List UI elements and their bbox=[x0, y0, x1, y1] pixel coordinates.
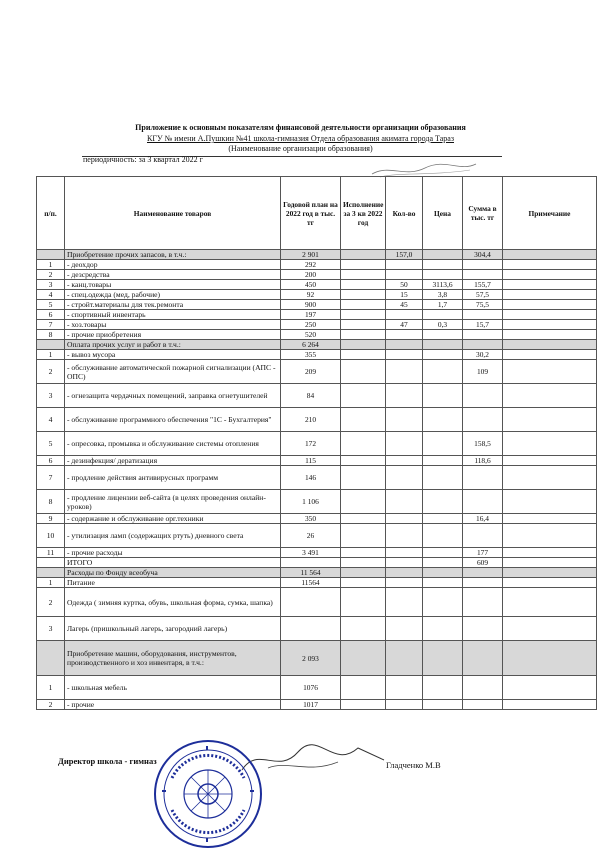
cell-no: 5 bbox=[37, 432, 65, 456]
cell-qty bbox=[386, 524, 423, 548]
cell-no bbox=[37, 641, 65, 676]
table-row bbox=[37, 568, 597, 578]
cell-note bbox=[503, 270, 597, 280]
cell-no: 8 bbox=[37, 330, 65, 340]
cell-qty: 15 bbox=[386, 290, 423, 300]
cell-no: 5 bbox=[37, 300, 65, 310]
cell-name: - спец.одежда (мед, рабочие) bbox=[65, 290, 281, 300]
cell-name: - прочие приобретения bbox=[65, 330, 281, 340]
cell-sum: 57,5 bbox=[463, 290, 503, 300]
table-row bbox=[37, 340, 597, 350]
table-row bbox=[37, 490, 597, 514]
table-row bbox=[37, 280, 597, 290]
cell-plan: 3 491 bbox=[281, 548, 341, 558]
cell-no: 1 bbox=[37, 578, 65, 588]
cell-note bbox=[503, 617, 597, 641]
cell-name: Питание bbox=[65, 578, 281, 588]
cell-price bbox=[423, 568, 463, 578]
cell-note bbox=[503, 558, 597, 568]
cell-exec bbox=[341, 290, 386, 300]
cell-name: - спортивный инвентарь bbox=[65, 310, 281, 320]
cell-name: - огнезащита чердачных помещений, заправка огнетушителей bbox=[65, 384, 281, 408]
col-header: Цена bbox=[423, 177, 463, 250]
cell-name: - обслуживание программного обеспечения "1С - Бухгалтерия" bbox=[65, 408, 281, 432]
cell-name: - школьная мебель bbox=[65, 676, 281, 700]
cell-note bbox=[503, 490, 597, 514]
table-row bbox=[37, 514, 597, 524]
cell-plan: 146 bbox=[281, 466, 341, 490]
cell-plan: 450 bbox=[281, 280, 341, 290]
cell-price bbox=[423, 524, 463, 548]
cell-plan: 2 901 bbox=[281, 250, 341, 260]
cell-plan bbox=[281, 588, 341, 617]
cell-sum: 155,7 bbox=[463, 280, 503, 290]
cell-plan: 1 106 bbox=[281, 490, 341, 514]
cell-plan: 11 564 bbox=[281, 568, 341, 578]
cell-plan: 1017 bbox=[281, 700, 341, 710]
cell-sum bbox=[463, 524, 503, 548]
cell-price bbox=[423, 700, 463, 710]
cell-exec bbox=[341, 466, 386, 490]
cell-exec bbox=[341, 260, 386, 270]
cell-note bbox=[503, 384, 597, 408]
signer-name: Гладченко М.В bbox=[386, 760, 441, 770]
table-row bbox=[37, 310, 597, 320]
table-row bbox=[37, 320, 597, 330]
cell-note bbox=[503, 641, 597, 676]
cell-no: 2 bbox=[37, 270, 65, 280]
table-row bbox=[37, 250, 597, 260]
cell-no: 1 bbox=[37, 350, 65, 360]
cell-no: 3 bbox=[37, 280, 65, 290]
cell-price bbox=[423, 432, 463, 456]
cell-qty bbox=[386, 270, 423, 280]
cell-exec bbox=[341, 558, 386, 568]
cell-name: Приобретение машин, оборудования, инструментов, производственного и хоз инвентаря, в т.ч.: bbox=[65, 641, 281, 676]
cell-note bbox=[503, 350, 597, 360]
cell-name: - стройт.материалы для тек.ремонта bbox=[65, 300, 281, 310]
cell-no: 1 bbox=[37, 260, 65, 270]
cell-note bbox=[503, 290, 597, 300]
cell-qty bbox=[386, 260, 423, 270]
cell-name: - дезинфекция/ дератизация bbox=[65, 456, 281, 466]
cell-plan: 209 bbox=[281, 360, 341, 384]
col-header: Исполнение за 3 кв 2022 год bbox=[341, 177, 386, 250]
cell-exec bbox=[341, 350, 386, 360]
cell-qty bbox=[386, 558, 423, 568]
cell-price bbox=[423, 270, 463, 280]
cell-price bbox=[423, 384, 463, 408]
cell-exec bbox=[341, 270, 386, 280]
cell-price bbox=[423, 330, 463, 340]
cell-sum bbox=[463, 617, 503, 641]
table-row bbox=[37, 466, 597, 490]
cell-note bbox=[503, 260, 597, 270]
cell-qty bbox=[386, 456, 423, 466]
cell-plan bbox=[281, 558, 341, 568]
table-row bbox=[37, 432, 597, 456]
cell-exec bbox=[341, 280, 386, 290]
table-row bbox=[37, 558, 597, 568]
cell-no bbox=[37, 250, 65, 260]
cell-price bbox=[423, 340, 463, 350]
cell-qty bbox=[386, 408, 423, 432]
cell-sum bbox=[463, 260, 503, 270]
cell-no bbox=[37, 340, 65, 350]
cell-qty: 47 bbox=[386, 320, 423, 330]
cell-plan: 520 bbox=[281, 330, 341, 340]
cell-qty bbox=[386, 588, 423, 617]
cell-plan: 210 bbox=[281, 408, 341, 432]
document-title: Приложение к основным показателям финансовой деятельности организации образования bbox=[135, 123, 466, 132]
cell-price bbox=[423, 676, 463, 700]
cell-qty bbox=[386, 310, 423, 320]
cell-no: 2 bbox=[37, 360, 65, 384]
cell-no bbox=[37, 568, 65, 578]
cell-name: - хоз.товары bbox=[65, 320, 281, 330]
cell-plan: 1076 bbox=[281, 676, 341, 700]
official-stamp-icon bbox=[152, 738, 264, 850]
cell-qty bbox=[386, 384, 423, 408]
cell-name: ИТОГО bbox=[65, 558, 281, 568]
cell-name: Одежда ( зимняя куртка, обувь, школьная форма, сумка, шапка) bbox=[65, 588, 281, 617]
cell-note bbox=[503, 568, 597, 578]
cell-no: 4 bbox=[37, 408, 65, 432]
cell-note bbox=[503, 456, 597, 466]
cell-note bbox=[503, 578, 597, 588]
cell-name: - канц.товары bbox=[65, 280, 281, 290]
cell-exec bbox=[341, 432, 386, 456]
director-label: Директор школа - гимназ bbox=[58, 756, 157, 766]
cell-note bbox=[503, 280, 597, 290]
col-header: Наименование товаров bbox=[65, 177, 281, 250]
cell-exec bbox=[341, 384, 386, 408]
cell-name: - прочие bbox=[65, 700, 281, 710]
cell-plan: 900 bbox=[281, 300, 341, 310]
cell-name: - продление лицензии веб-сайта (в целях проведения онлайн-уроков) bbox=[65, 490, 281, 514]
table-row bbox=[37, 524, 597, 548]
cell-price bbox=[423, 250, 463, 260]
cell-note bbox=[503, 548, 597, 558]
cell-exec bbox=[341, 676, 386, 700]
cell-name: - прочие расходы bbox=[65, 548, 281, 558]
cell-exec bbox=[341, 250, 386, 260]
cell-exec bbox=[341, 588, 386, 617]
cell-qty bbox=[386, 548, 423, 558]
cell-note bbox=[503, 408, 597, 432]
cell-exec bbox=[341, 310, 386, 320]
cell-name: Оплата прочих услуг и работ в т.ч.: bbox=[65, 340, 281, 350]
cell-no: 7 bbox=[37, 320, 65, 330]
cell-name: - продление действия антивирусных программ bbox=[65, 466, 281, 490]
col-header: п/п. bbox=[37, 177, 65, 250]
table-row bbox=[37, 578, 597, 588]
cell-sum bbox=[463, 310, 503, 320]
cell-name: - опресовка, промывка и обслуживание системы отопления bbox=[65, 432, 281, 456]
cell-price bbox=[423, 548, 463, 558]
cell-name: - содержание и обслуживание орг.техники bbox=[65, 514, 281, 524]
cell-exec bbox=[341, 330, 386, 340]
table-row bbox=[37, 290, 597, 300]
cell-qty: 45 bbox=[386, 300, 423, 310]
cell-sum bbox=[463, 588, 503, 617]
cell-price bbox=[423, 617, 463, 641]
cell-sum: 609 bbox=[463, 558, 503, 568]
cell-exec bbox=[341, 300, 386, 310]
cell-price: 3113,6 bbox=[423, 280, 463, 290]
cell-sum: 15,7 bbox=[463, 320, 503, 330]
cell-sum: 75,5 bbox=[463, 300, 503, 310]
cell-sum: 109 bbox=[463, 360, 503, 384]
cell-sum: 30,2 bbox=[463, 350, 503, 360]
cell-exec bbox=[341, 320, 386, 330]
cell-no: 4 bbox=[37, 290, 65, 300]
cell-price bbox=[423, 310, 463, 320]
cell-qty bbox=[386, 568, 423, 578]
col-header: Годовой план на 2022 год в тыс. тг bbox=[281, 177, 341, 250]
cell-no: 3 bbox=[37, 617, 65, 641]
cell-note bbox=[503, 250, 597, 260]
cell-sum bbox=[463, 466, 503, 490]
cell-qty bbox=[386, 350, 423, 360]
cell-name: - деохдор bbox=[65, 260, 281, 270]
cell-no: 9 bbox=[37, 514, 65, 524]
cell-qty bbox=[386, 490, 423, 514]
cell-sum bbox=[463, 568, 503, 578]
table-row bbox=[37, 588, 597, 617]
cell-price bbox=[423, 466, 463, 490]
table-row bbox=[37, 384, 597, 408]
cell-plan: 172 bbox=[281, 432, 341, 456]
table-row bbox=[37, 548, 597, 558]
cell-sum bbox=[463, 330, 503, 340]
cell-name: Лагерь (пришкольный лагерь, загородний лагерь) bbox=[65, 617, 281, 641]
period-label: периодичность: за 3 квартал 2022 г bbox=[83, 155, 203, 164]
cell-price bbox=[423, 260, 463, 270]
cell-exec bbox=[341, 456, 386, 466]
cell-qty bbox=[386, 578, 423, 588]
organization-caption: (Наименование организации образования) bbox=[228, 144, 373, 153]
cell-exec bbox=[341, 578, 386, 588]
cell-name: Расходы по Фонду всеобуча bbox=[65, 568, 281, 578]
cell-sum: 158,5 bbox=[463, 432, 503, 456]
cell-price: 3,8 bbox=[423, 290, 463, 300]
cell-plan: 11564 bbox=[281, 578, 341, 588]
cell-sum bbox=[463, 641, 503, 676]
cell-note bbox=[503, 310, 597, 320]
cell-no: 8 bbox=[37, 490, 65, 514]
cell-note bbox=[503, 588, 597, 617]
table-row bbox=[37, 617, 597, 641]
cell-qty: 50 bbox=[386, 280, 423, 290]
cell-sum: 16,4 bbox=[463, 514, 503, 524]
cell-price bbox=[423, 578, 463, 588]
cell-exec bbox=[341, 514, 386, 524]
cell-price bbox=[423, 641, 463, 676]
cell-plan: 2 093 bbox=[281, 641, 341, 676]
cell-plan: 84 bbox=[281, 384, 341, 408]
cell-plan: 350 bbox=[281, 514, 341, 524]
cell-price: 1,7 bbox=[423, 300, 463, 310]
cell-price bbox=[423, 350, 463, 360]
cell-name: - утилизация ламп (содержащих ртуть) дневного света bbox=[65, 524, 281, 548]
cell-qty bbox=[386, 700, 423, 710]
cell-qty: 157,0 bbox=[386, 250, 423, 260]
cell-qty bbox=[386, 641, 423, 676]
cell-qty bbox=[386, 340, 423, 350]
cell-price bbox=[423, 588, 463, 617]
cell-sum bbox=[463, 384, 503, 408]
cell-price bbox=[423, 360, 463, 384]
cell-exec bbox=[341, 700, 386, 710]
cell-plan: 26 bbox=[281, 524, 341, 548]
cell-name: - вывоз мусора bbox=[65, 350, 281, 360]
table-row bbox=[37, 350, 597, 360]
table-row bbox=[37, 456, 597, 466]
cell-exec bbox=[341, 548, 386, 558]
cell-sum bbox=[463, 490, 503, 514]
cell-plan: 200 bbox=[281, 270, 341, 280]
col-header: Кол-во bbox=[386, 177, 423, 250]
cell-note bbox=[503, 676, 597, 700]
cell-sum: 304,4 bbox=[463, 250, 503, 260]
table-row bbox=[37, 330, 597, 340]
cell-exec bbox=[341, 360, 386, 384]
cell-note bbox=[503, 330, 597, 340]
cell-exec bbox=[341, 408, 386, 432]
cell-exec bbox=[341, 524, 386, 548]
col-header: Примечание bbox=[503, 177, 597, 250]
cell-plan bbox=[281, 617, 341, 641]
cell-note bbox=[503, 524, 597, 548]
cell-sum bbox=[463, 676, 503, 700]
cell-qty bbox=[386, 360, 423, 384]
cell-qty bbox=[386, 617, 423, 641]
cell-no: 2 bbox=[37, 588, 65, 617]
cell-no: 7 bbox=[37, 466, 65, 490]
cell-note bbox=[503, 340, 597, 350]
table-row bbox=[37, 641, 597, 676]
cell-sum bbox=[463, 700, 503, 710]
finance-table bbox=[36, 176, 597, 710]
cell-note bbox=[503, 700, 597, 710]
cell-no: 3 bbox=[37, 384, 65, 408]
cell-note bbox=[503, 300, 597, 310]
cell-price bbox=[423, 558, 463, 568]
cell-no: 6 bbox=[37, 310, 65, 320]
cell-exec bbox=[341, 617, 386, 641]
cell-qty bbox=[386, 466, 423, 490]
table-row bbox=[37, 270, 597, 280]
cell-sum bbox=[463, 340, 503, 350]
cell-qty bbox=[386, 514, 423, 524]
cell-qty bbox=[386, 676, 423, 700]
table-row bbox=[37, 408, 597, 432]
col-header: Сумма в тыс. тг bbox=[463, 177, 503, 250]
table-row bbox=[37, 676, 597, 700]
table-header-row bbox=[37, 177, 597, 250]
cell-plan: 250 bbox=[281, 320, 341, 330]
cell-sum bbox=[463, 270, 503, 280]
cell-no: 11 bbox=[37, 548, 65, 558]
cell-qty bbox=[386, 330, 423, 340]
cell-exec bbox=[341, 641, 386, 676]
organization-name: КГУ № имени А.Пушкин №41 школа-гимназия Отдела образования акимата города Тараз bbox=[147, 134, 454, 143]
table-row bbox=[37, 700, 597, 710]
table-row bbox=[37, 300, 597, 310]
cell-no: 1 bbox=[37, 676, 65, 700]
cell-sum: 118,6 bbox=[463, 456, 503, 466]
cell-plan: 355 bbox=[281, 350, 341, 360]
cell-exec bbox=[341, 490, 386, 514]
cell-no: 6 bbox=[37, 456, 65, 466]
cell-price bbox=[423, 514, 463, 524]
cell-exec bbox=[341, 568, 386, 578]
cell-plan: 115 bbox=[281, 456, 341, 466]
cell-price bbox=[423, 408, 463, 432]
cell-note bbox=[503, 320, 597, 330]
table-row bbox=[37, 260, 597, 270]
cell-note bbox=[503, 514, 597, 524]
cell-plan: 197 bbox=[281, 310, 341, 320]
table-row bbox=[37, 360, 597, 384]
cell-sum bbox=[463, 408, 503, 432]
cell-note bbox=[503, 466, 597, 490]
cell-plan: 6 264 bbox=[281, 340, 341, 350]
cell-sum: 177 bbox=[463, 548, 503, 558]
cell-name: Приобретение прочих запасов, в т.ч.: bbox=[65, 250, 281, 260]
cell-plan: 92 bbox=[281, 290, 341, 300]
cell-no: 2 bbox=[37, 700, 65, 710]
cell-sum bbox=[463, 578, 503, 588]
cell-price bbox=[423, 456, 463, 466]
cell-note bbox=[503, 360, 597, 384]
cell-no bbox=[37, 558, 65, 568]
cell-price: 0,3 bbox=[423, 320, 463, 330]
cell-no: 10 bbox=[37, 524, 65, 548]
cell-note bbox=[503, 432, 597, 456]
cell-plan: 292 bbox=[281, 260, 341, 270]
cell-price bbox=[423, 490, 463, 514]
cell-name: - обслуживание автоматической пожарной сигнализации (АПС - ОПС) bbox=[65, 360, 281, 384]
cell-qty bbox=[386, 432, 423, 456]
cell-name: - дезсредства bbox=[65, 270, 281, 280]
cell-exec bbox=[341, 340, 386, 350]
